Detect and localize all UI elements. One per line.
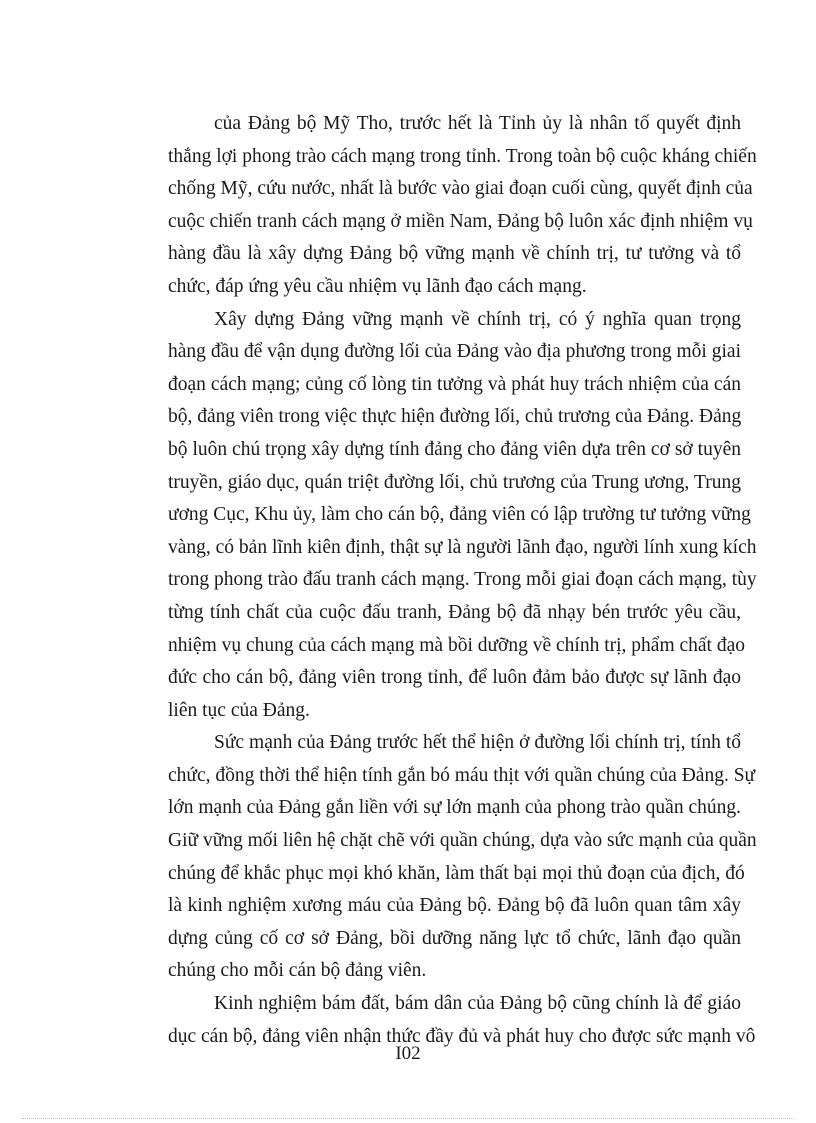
paragraph-2 xyxy=(168,304,757,728)
text-line: chống Mỹ, cứu nước, nhất là bước vào giai đoạn cuối cùng, quyết định của xyxy=(168,178,753,200)
text-line: trong phong trào đấu tranh cách mạng. Trong mỗi giai đoạn cách mạng, tùy xyxy=(168,569,757,591)
text-line: lớn mạnh của Đảng gắn liền với sự lớn mạnh của phong trào quần chúng. xyxy=(168,797,741,819)
text-line: vàng, có bản lĩnh kiên định, thật sự là người lãnh đạo, người lính xung kích xyxy=(168,536,757,558)
text-line: chúng cho mỗi cán bộ đảng viên. xyxy=(168,960,427,982)
text-line: Sức mạnh của Đảng trước hết thể hiện ở đường lối chính trị, tính tổ xyxy=(214,732,741,754)
text-line: bộ, đảng viên trong việc thực hiện đường lối, chủ trương của Đảng. Đảng xyxy=(168,406,742,428)
paragraph-1 xyxy=(168,108,757,304)
page-number: I02 xyxy=(395,1043,421,1064)
text-line: là kinh nghiệm xương máu của Đảng bộ. Đảng bộ đã luôn quan tâm xây xyxy=(168,895,741,917)
text-line: chúng để khắc phục mọi khó khăn, làm thất bại mọi thủ đoạn của địch, đó xyxy=(168,862,745,884)
footer-divider xyxy=(22,1118,794,1119)
text-line: từng tính chất của cuộc đấu tranh, Đảng bộ đã nhạy bén trước yêu cầu, xyxy=(168,601,741,623)
text-line: ương Cục, Khu ủy, làm cho cán bộ, đảng viên có lập trường tư tưởng vững xyxy=(168,504,751,526)
text-line: chức, đồng thời thể hiện tính gắn bó máu thịt với quần chúng của Đảng. Sự xyxy=(168,764,756,786)
text-line: nhiệm vụ chung của cách mạng mà bồi dưỡng về chính trị, phẩm chất đạo xyxy=(168,634,746,656)
text-line: Kinh nghiệm bám đất, bám dân của Đảng bộ cũng chính là để giáo xyxy=(214,993,741,1015)
text-line: hàng đầu để vận dụng đường lối của Đảng vào địa phương trong mỗi giai xyxy=(168,341,741,363)
text-line: hàng đầu là xây dựng Đảng bộ vững mạnh về chính trị, tư tưởng và tổ xyxy=(168,243,741,265)
text-line: chức, đáp ứng yêu cầu nhiệm vụ lãnh đạo cách mạng. xyxy=(168,275,587,297)
body-text xyxy=(168,108,757,1053)
text-line: của Đảng bộ Mỹ Tho, trước hết là Tỉnh ủy là nhân tố quyết định xyxy=(214,113,741,134)
text-line: thắng lợi phong trào cách mạng trong tỉnh. Trong toàn bộ cuộc kháng chiến xyxy=(168,145,757,167)
text-line: liên tục của Đảng. xyxy=(168,699,310,721)
paragraph-3 xyxy=(168,727,757,988)
text-line: bộ luôn chú trọng xây dựng tính đảng cho đảng viên dựa trên cơ sở tuyên xyxy=(168,438,741,460)
text-line: đoạn cách mạng; củng cố lòng tin tưởng và phát huy trách nhiệm của cán xyxy=(168,373,741,395)
text-line: đức cho cán bộ, đảng viên trong tỉnh, để luôn đảm bảo được sự lãnh đạo xyxy=(168,667,741,689)
text-line: truyền, giáo dục, quán triệt đường lối, chủ trương của Trung ương, Trung xyxy=(168,471,741,493)
text-line: Xây dựng Đảng vững mạnh về chính trị, có ý nghĩa quan trọng xyxy=(214,308,741,330)
text-line: dựng củng cố cơ sở Đảng, bồi dưỡng năng lực tổ chức, lãnh đạo quần xyxy=(168,927,741,949)
text-line: dục cán bộ, đảng viên nhận thức đầy đủ và phát huy cho được sức mạnh vô xyxy=(168,1025,756,1047)
text-line: Giữ vững mối liên hệ chặt chẽ với quần chúng, dựa vào sức mạnh của quần xyxy=(168,830,757,852)
text-line: cuộc chiến tranh cách mạng ở miền Nam, Đảng bộ luôn xác định nhiệm vụ xyxy=(168,210,753,232)
